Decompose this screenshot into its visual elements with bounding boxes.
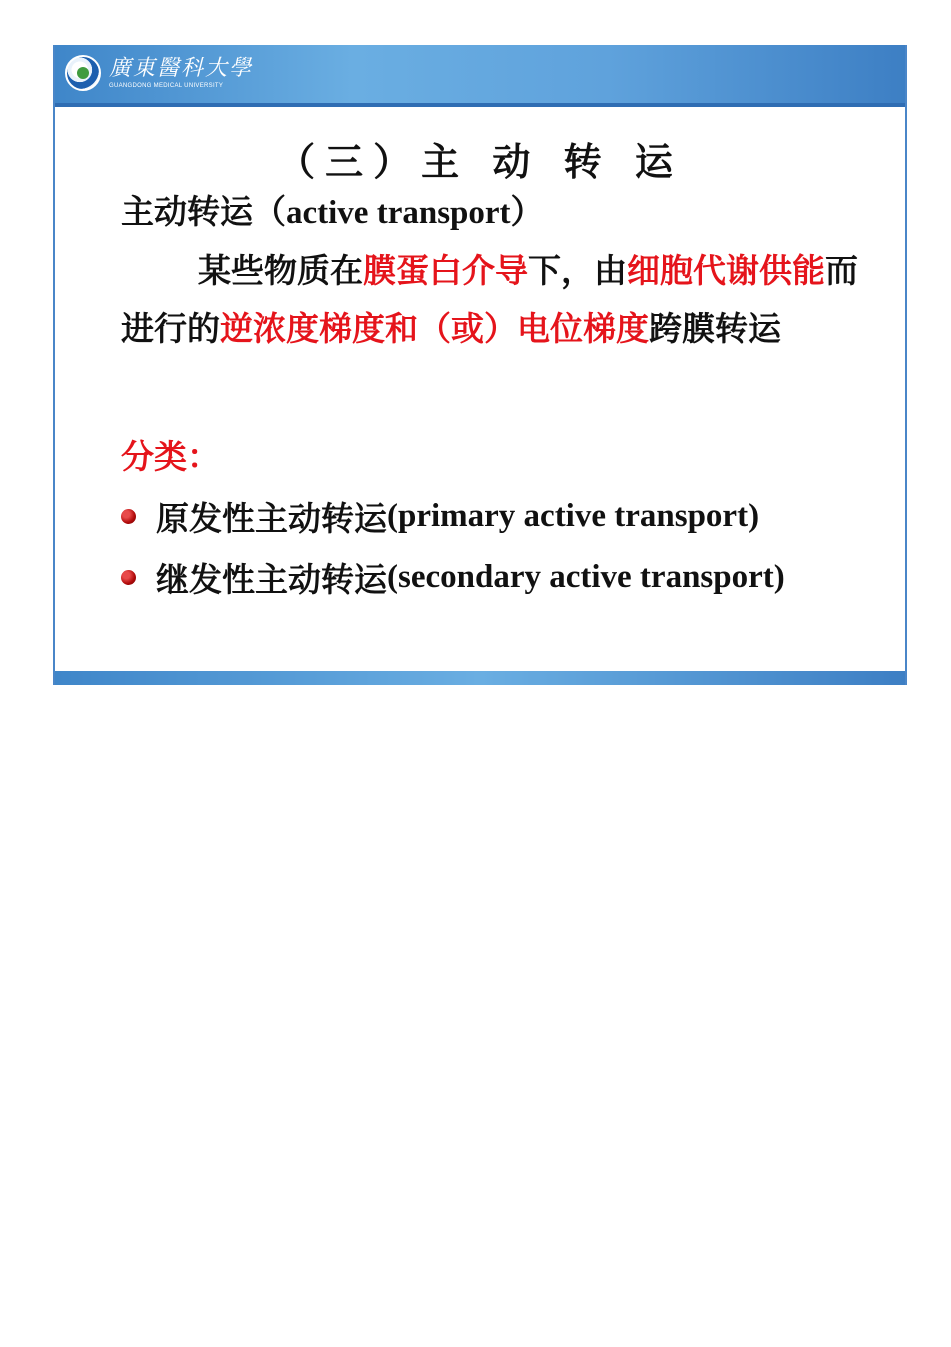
- slide-title: （三）主 动 转 运: [277, 140, 683, 184]
- university-logo: [65, 55, 253, 91]
- term-english: active transport: [286, 195, 511, 231]
- university-emblem-icon: [65, 55, 101, 91]
- slide: [53, 45, 907, 685]
- term-line: [121, 183, 861, 242]
- term-close: ）: [510, 192, 544, 231]
- logo-english-name: GUANGDONG MEDICAL UNIVERSITY: [109, 82, 224, 89]
- logo-text: [109, 55, 254, 89]
- footer-band: [55, 671, 905, 685]
- category-label: 分类：: [121, 437, 220, 476]
- bullet-icon: [121, 570, 136, 585]
- definition-paragraph: [121, 242, 861, 358]
- category-chinese: 原发性主动转运: [156, 499, 387, 538]
- definition-highlight: 细胞代谢供能: [627, 251, 825, 290]
- definition-segment: 下，由: [528, 251, 627, 290]
- definition-highlight: 膜蛋白介导: [363, 251, 528, 290]
- bullet-icon: [121, 509, 136, 524]
- logo-chinese-name: 廣東醫科大學: [109, 55, 254, 81]
- definition-highlight: 逆浓度梯度和（或）电位梯度: [220, 309, 649, 348]
- category-chinese: 继发性主动转运: [156, 560, 387, 599]
- definition-segment: 跨膜转运: [649, 309, 781, 348]
- definition-segment: 而进行的: [121, 251, 858, 348]
- definition-segment: 某些物质在: [198, 251, 363, 290]
- term-chinese: 主动转运（: [121, 192, 286, 231]
- list-item: [121, 554, 785, 601]
- list-item: [121, 493, 759, 540]
- category-english: (primary active transport): [387, 498, 760, 534]
- category-english: (secondary active transport): [387, 559, 785, 595]
- header-band: [55, 45, 905, 107]
